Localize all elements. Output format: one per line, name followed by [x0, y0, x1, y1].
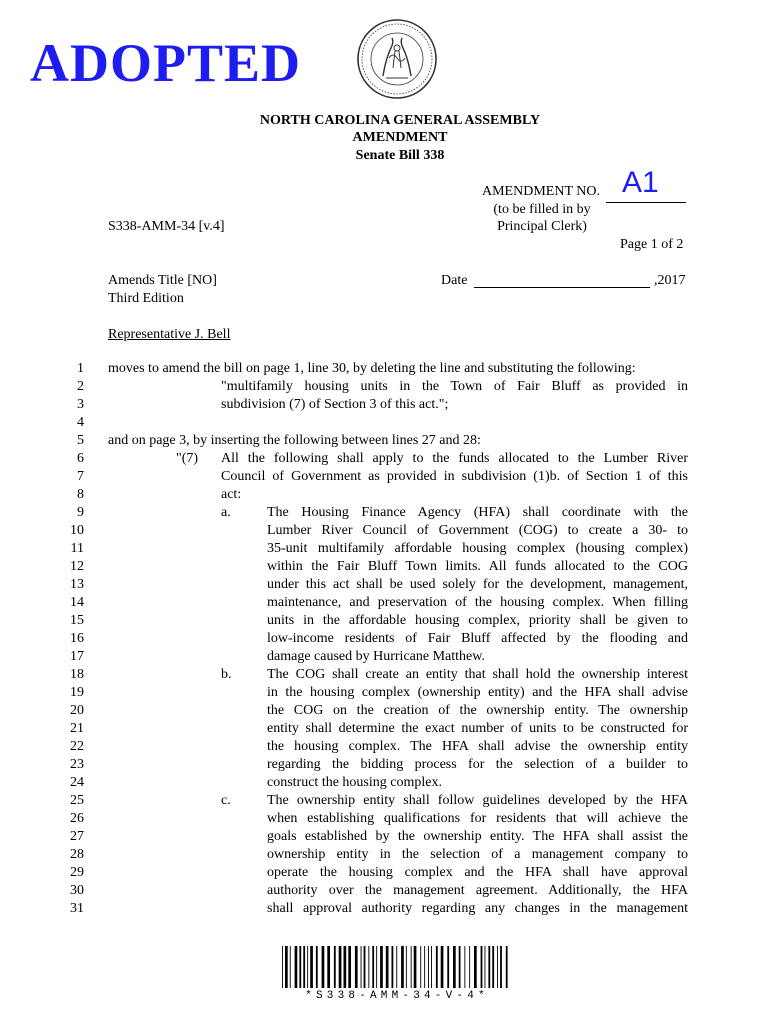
barcode-bar [481, 946, 483, 988]
amendment-number-label: AMENDMENT NO. [482, 184, 600, 199]
barcode-bar [431, 946, 432, 988]
barcode-bar [290, 946, 291, 988]
barcode-bar [401, 946, 404, 988]
body-line: The ownership entity shall follow guidelines developed by the HFA [267, 793, 688, 808]
barcode-bar [303, 946, 305, 988]
body-line: "multifamily housing units in the Town of Fair Bluff as provided in [221, 379, 688, 394]
page-indicator: Page 1 of 2 [620, 237, 684, 252]
body-line: Council of Government as provided in subdivision (1)b. of Section 1 of this [221, 469, 688, 484]
barcode-bar [396, 946, 397, 988]
document-type: AMENDMENT [352, 130, 448, 145]
body-line: authority over the management agreement. Additionally, the HFA [267, 883, 688, 898]
clerk-note-line1: (to be filled in by [493, 202, 591, 217]
line-number: 9 [77, 505, 84, 520]
state-seal-icon [356, 18, 438, 100]
barcode-bar [380, 946, 383, 988]
line-number: 26 [70, 811, 84, 826]
date-year: ,2017 [654, 273, 686, 288]
barcode-bar [441, 946, 444, 988]
barcode-bar [307, 946, 308, 988]
line-number: 25 [70, 793, 84, 808]
body-line: when establishing qualifications for residents that will achieve the [267, 811, 688, 826]
line-number: 30 [70, 883, 84, 898]
barcode-bar [459, 946, 461, 988]
body-line: and on page 3, by inserting the following between lines 27 and 28: [108, 433, 481, 448]
body-line: Lumber River Council of Government (COG) to create a 30- to [267, 523, 688, 538]
barcode-bar [436, 946, 438, 988]
clerk-note-line2: Principal Clerk) [497, 219, 587, 234]
line-number: 7 [77, 469, 84, 484]
barcode-bar [344, 946, 347, 988]
line-number: 12 [70, 559, 84, 574]
barcode-bar [334, 946, 336, 988]
barcode-bar [322, 946, 325, 988]
date-blank-line [474, 287, 650, 288]
barcode-bar [474, 946, 477, 988]
body-line: goals established by the ownership entity. The HFA shall assist the [267, 829, 688, 844]
sponsor: Representative J. Bell [108, 327, 231, 342]
line-number: 1 [77, 361, 84, 376]
barcode-bar [285, 946, 288, 988]
barcode-bar [411, 946, 412, 988]
body-line: 35-unit multifamily affordable housing complex (housing complex) [267, 541, 688, 556]
barcode-bar [424, 946, 425, 988]
barcode-bar [469, 946, 470, 988]
barcode-bar [485, 946, 486, 988]
body-line: entity shall determine the exact number of units to be constructed for [267, 721, 688, 736]
barcode-bar [420, 946, 421, 988]
body-line: The COG shall create an entity that shall hold the ownership interest [267, 667, 688, 682]
line-number: 2 [77, 379, 84, 394]
line-number: 27 [70, 829, 84, 844]
amends-title: Amends Title [NO] [108, 273, 217, 288]
body-line: low-income residents of Fair Bluff affected by the flooding and [267, 631, 688, 646]
barcode-bar [428, 946, 429, 988]
body-line: subdivision (7) of Section 3 of this act."; [221, 397, 449, 412]
line-number: 21 [70, 721, 84, 736]
barcode-text: *S338-AMM-34-V-4* [305, 990, 489, 1002]
body-line: in the housing complex (ownership entity) and the HFA shall advise [267, 685, 688, 700]
barcode-bar [316, 946, 318, 988]
barcode-bar [386, 946, 389, 988]
adopted-stamp: ADOPTED [30, 33, 302, 93]
barcode-bar [299, 946, 301, 988]
body-line: maintenance, and preservation of the housing complex. When filling [267, 595, 688, 610]
barcode-bar [453, 946, 456, 988]
line-number: 8 [77, 487, 84, 502]
body-line: ownership entity in the selection of a management company to [267, 847, 688, 862]
body-line: units in the affordable housing complex, priority shall be given to [267, 613, 688, 628]
barcode-bar [295, 946, 298, 988]
amendment-number-field [606, 166, 686, 203]
barcode-bar [348, 946, 351, 988]
line-number: 13 [70, 577, 84, 592]
barcode-bar [364, 946, 366, 988]
item-marker-b: b. [221, 667, 232, 682]
body-line: the housing complex. The HFA shall advise the ownership entity [267, 739, 688, 754]
barcode-bar [372, 946, 374, 988]
body-line: operate the housing complex and the HFA shall have approval [267, 865, 688, 880]
body-line: regarding the bidding process for the selection of a builder to [267, 757, 688, 772]
body-line: act: [221, 487, 242, 502]
body-line: under this act shall be used solely for the development, management, [267, 577, 688, 592]
barcode-bar [500, 946, 502, 988]
line-number: 24 [70, 775, 84, 790]
barcode-bar [464, 946, 465, 988]
line-number: 18 [70, 667, 84, 682]
barcode-bar [368, 946, 369, 988]
assembly-title: NORTH CAROLINA GENERAL ASSEMBLY [259, 113, 541, 128]
barcode-bar [492, 946, 494, 988]
line-number: 6 [77, 451, 84, 466]
line-number: 29 [70, 865, 84, 880]
line-number: 31 [70, 901, 84, 916]
line-number: 3 [77, 397, 84, 412]
item-marker-c: c. [221, 793, 231, 808]
barcode [282, 946, 512, 988]
line-number: 16 [70, 631, 84, 646]
barcode-bar [497, 946, 498, 988]
barcode-bar [447, 946, 449, 988]
date-label: Date [441, 273, 468, 288]
barcode-bar [327, 946, 330, 988]
line-number: 5 [77, 433, 84, 448]
subdivision-marker: "(7) [176, 451, 199, 466]
barcode-bar [414, 946, 417, 988]
barcode-bar [506, 946, 508, 988]
bill-title: Senate Bill 338 [355, 148, 445, 163]
body-line: All the following shall apply to the funds allocated to the Lumber River [221, 451, 688, 466]
line-number: 11 [70, 541, 84, 556]
line-number: 19 [70, 685, 84, 700]
barcode-bar [488, 946, 490, 988]
line-number: 14 [70, 595, 84, 610]
body-line: construct the housing complex. [267, 775, 442, 790]
line-number: 4 [77, 415, 84, 430]
item-marker-a: a. [221, 505, 231, 520]
line-number: 28 [70, 847, 84, 862]
edition: Third Edition [108, 291, 184, 306]
amendment-number-value: A1 [622, 166, 659, 199]
line-number: 23 [70, 757, 84, 772]
barcode-bar [361, 946, 362, 988]
barcode-bar [310, 946, 313, 988]
barcode-bar [282, 946, 283, 988]
line-number: 15 [70, 613, 84, 628]
barcode-bar [392, 946, 394, 988]
barcode-bar [376, 946, 377, 988]
document-id: S338-AMM-34 [v.4] [108, 219, 225, 234]
line-number: 10 [70, 523, 84, 538]
body-line: damage caused by Hurricane Matthew. [267, 649, 485, 664]
body-line: moves to amend the bill on page 1, line 30, by deleting the line and substituting the following: [108, 361, 636, 376]
line-number: 22 [70, 739, 84, 754]
line-number: 20 [70, 703, 84, 718]
barcode-bar [406, 946, 407, 988]
barcode-bar [355, 946, 358, 988]
body-line: The Housing Finance Agency (HFA) shall coordinate with the [267, 505, 688, 520]
barcode-bar [339, 946, 342, 988]
body-line: shall approval authority regarding any changes in the management [267, 901, 688, 916]
line-number: 17 [70, 649, 84, 664]
body-line: the COG on the creation of the ownership entity. The ownership [267, 703, 688, 718]
body-line: within the Fair Bluff Town limits. All funds allocated to the COG [267, 559, 688, 574]
